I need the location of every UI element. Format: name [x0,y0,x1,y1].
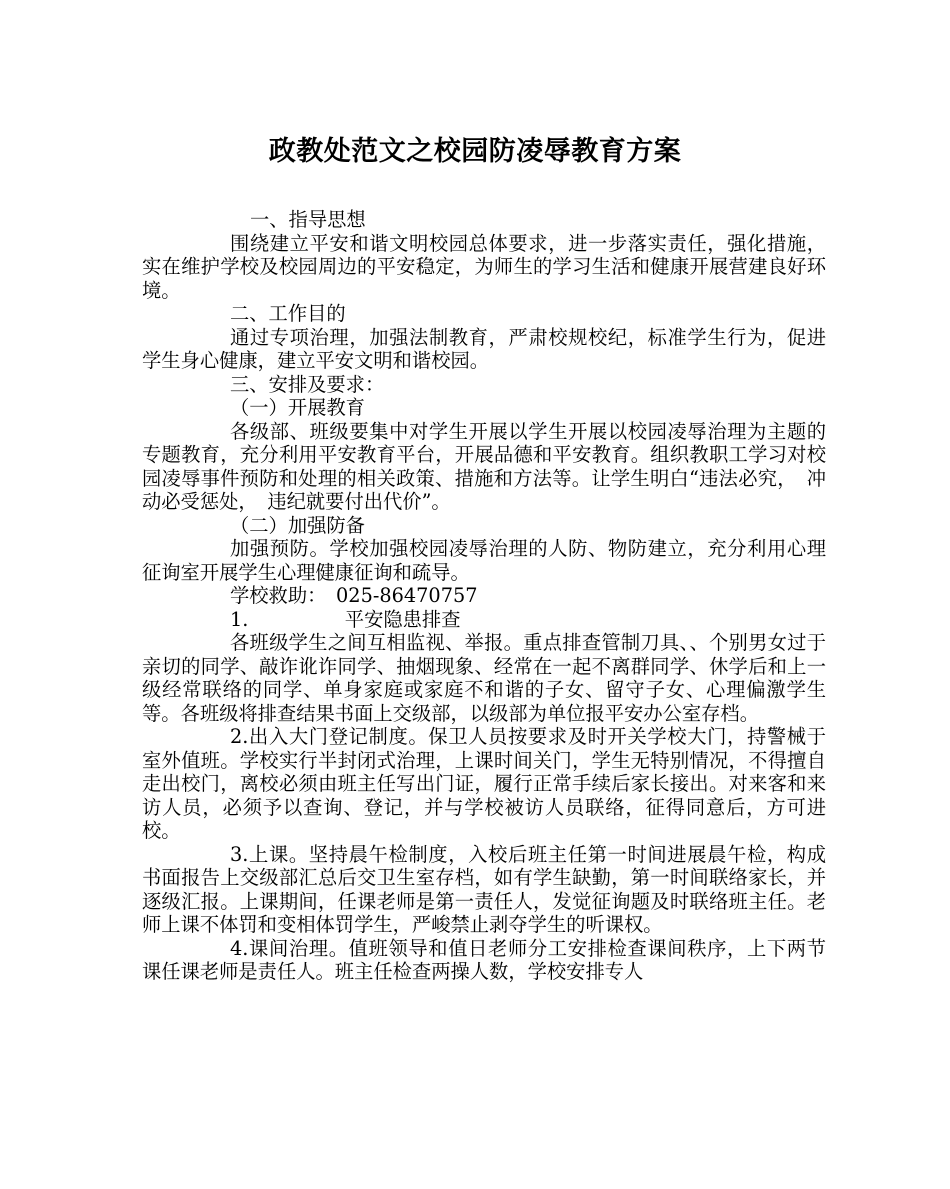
subsection-heading-prevention: （二）加强防备 [230,513,365,537]
paragraph-work-goal: 通过专项治理，加强法制教育，严肃校规校纪，标准学生行为，促进学生身心健康，建立平安文明和谐校园。 [142,325,826,372]
document-body [142,208,826,984]
section-heading-guiding-ideology: 一、指导思想 [250,208,366,231]
paragraph-gate-registration: 2.出入大门登记制度。保卫人员按要求及时开关学校大门，持警械于室外值班。学校实行半封闭式治理，上课时间关门，学生无特别情况，不得擅自走出校门，离校必须由班主任写出门证，履行正常手续后家长接出。对来客和来访人员，必须予以查询、登记，并与学校被访人员联络，征得同意后，方可进校。 [142,725,826,842]
subsection-heading-education: （一）开展教育 [230,396,365,419]
paragraph-rescue-phone: 学校救助： 025-86470757 [230,584,478,607]
document-title: 政教处范文之校园防凌辱教育方案 [268,136,682,167]
item-heading-safety-check: 1. 平安隐患排查 [230,607,461,631]
section-heading-arrangements: 三、安排及要求： [230,372,385,396]
section-heading-work-goal: 二、工作目的 [230,302,346,325]
paragraph-education: 各级部、班级要集中对学生开展以学生开展以校园凌辱治理为主题的专题教育，充分利用平安教育平台，开展品德和平安教育。组织教职工学习对校园凌辱事件预防和处理的相关政策、措施和方法等。让学生明白“违法必究， 冲动必受惩处， 违纪就要付出代价”。 [142,419,826,513]
paragraph-safety-check: 各班级学生之间互相监视、举报。重点排查管制刀具、、个别男女过于亲切的同学、敲诈讹诈同学、抽烟现象、经常在一起不离群同学、休学后和上一级经常联络的同学、单身家庭或家庭不和谐的子女、留守子女、心理偏激学生等。各班级将排查结果书面上交级部，以级部为单位报平安办公室存档。 [142,631,826,725]
paragraph-guiding-ideology: 围绕建立平安和谐文明校园总体要求，进一步落实责任，强化措施，实在维护学校及校园周边的平安稳定，为师生的学习生活和健康开展营建良好环境。 [142,231,826,302]
paragraph-prevention: 加强预防。学校加强校园凌辱治理的人防、物防建立，充分利用心理征询室开展学生心理健康征询和疏导。 [142,537,826,584]
paragraph-recess-management: 4.课间治理。值班领导和值日老师分工安排检查课间秩序，上下两节课任课老师是责任人。班主任检查两操人数，学校安排专人 [142,936,826,983]
paragraph-class-check: 3.上课。坚持晨午检制度，入校后班主任第一时间进展晨午检，构成书面报告上交级部汇总后交卫生室存档，如有学生缺勤，第一时间联络家长，并逐级汇报。上课期间，任课老师是第一责任人，发觉征询题及时联络班主任。老师上课不体罚和变相体罚学生，严峻禁止剥夺学生的听课权。 [142,842,826,936]
